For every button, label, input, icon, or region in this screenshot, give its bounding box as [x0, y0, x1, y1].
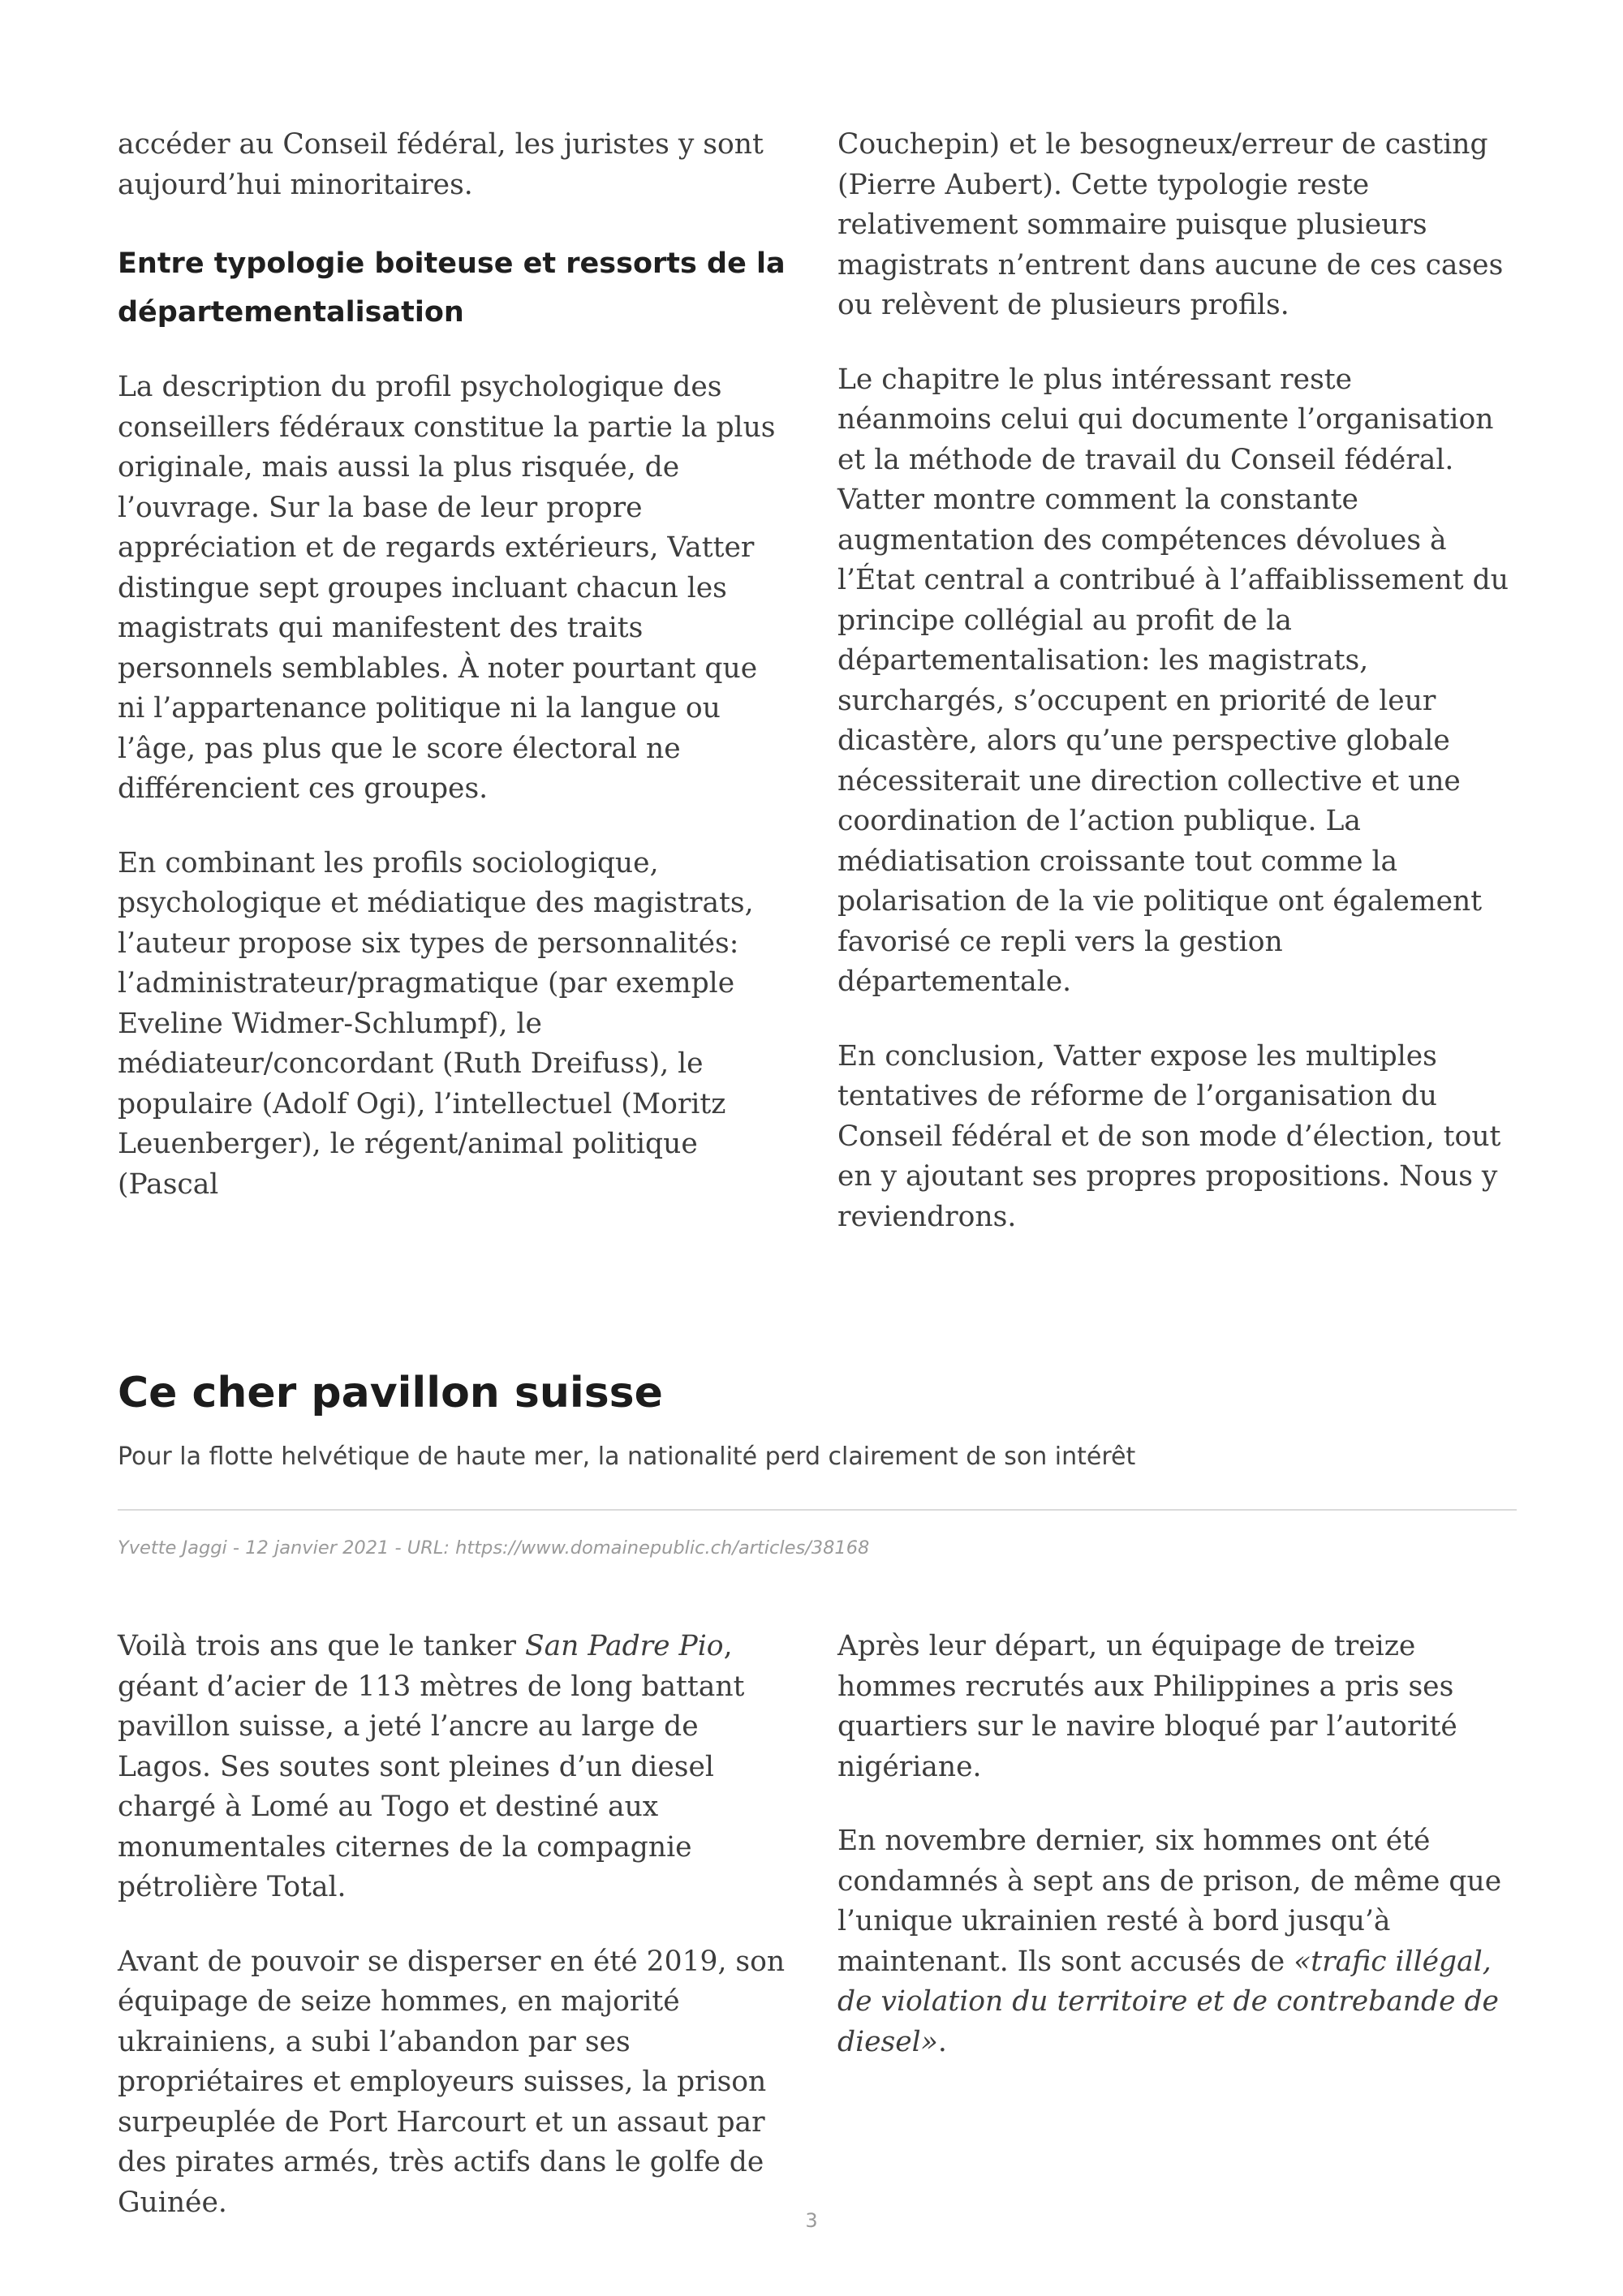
ship-name: San Padre Pio	[524, 1630, 724, 1662]
paragraph: Couchepin) et le besogneux/erreur de casting (Pierre Aubert). Cette typologie reste relativement sommaire puisque plusieurs magistrats n’entrent dans aucune de ces cases ou relèvent de plusieurs profils.	[837, 128, 1504, 321]
paragraph	[837, 1821, 1511, 2062]
article1-left-column	[118, 125, 791, 1205]
article-subtitle: Pour la flotte helvétique de haute mer, la nationalité perd clairement de son intérêt	[118, 1443, 1136, 1471]
divider	[118, 1509, 1517, 1511]
article-byline: Yvette Jaggi - 12 janvier 2021 - URL: https://www.domainepublic.ch/articles/38168	[118, 1537, 870, 1559]
paragraph: En combinant les profils sociologique, psychologique et médiatique des magistrats, l’auteur propose six types de personnalités: l’administrateur/pragmatique (par exemple Eveline Widmer-Schlumpf), le médiateur/concordant (Ruth Dreifuss), le populaire (Adolf Ogi), l’intellectuel (Moritz Leuenberger), le régent/animal politique (Pascal	[118, 846, 754, 1201]
paragraph: La description du profil psychologique des conseillers fédéraux constitue la partie la plus originale, mais aussi la plus risquée, de l’ouvrage. Sur la base de leur propre appréciation et de regards extérieurs, Vatter distingue sept groupes incluant chacun les magistrats qui manifestent des traits personnels semblables. À noter pourtant que ni l’appartenance politique ni la langue ou l’âge, pas plus que le score électoral ne différencient ces groupes.	[118, 371, 776, 805]
article-title: Ce cher pavillon suisse	[118, 1369, 663, 1417]
article2-left-column	[118, 1627, 791, 2223]
text-run: Voilà trois ans que le tanker	[118, 1630, 525, 1662]
paragraph: Avant de pouvoir se disperser en été 2019, son équipage de seize hommes, en majorité ukrainiens, a subi l’abandon par ses propriétaires et employeurs suisses, la prison surpeuplée de Port Harcourt et un assaut par des pirates armés, très actifs dans le golfe de Guinée.	[118, 1945, 786, 2219]
paragraph: accéder au Conseil fédéral, les juristes y sont aujourd’hui minoritaires.	[118, 128, 764, 201]
section-subheading: Entre typologie boiteuse et ressorts de la départementalisation	[118, 247, 786, 329]
paragraph: Le chapitre le plus intéressant reste néanmoins celui qui documente l’organisation et la méthode de travail du Conseil fédéral. Vatter montre comment la constante augmentation des compétences dévolues à l’État central a contribué à l’affaiblissement du principe collégial au profit de la départementalisation: les magistrats, surchargés, s’occupent en priorité de leur dicastère, alors qu’une perspective globale nécessiterait une direction collective et une coordination de l’action publique. La médiatisation croissante tout comme la polarisation de la vie politique ont également favorisé ce repli vers la gestion départementale.	[837, 363, 1509, 998]
page-number: 3	[805, 2209, 818, 2232]
article2-right-column	[837, 1627, 1511, 2062]
text-run: .	[937, 2025, 947, 2058]
paragraph: En conclusion, Vatter expose les multiples tentatives de réforme de l’organisation du Conseil fédéral et de son mode d’élection, tout en y ajoutant ses propres propositions. Nous y reviendrons.	[837, 1039, 1501, 1233]
article1-right-column	[837, 125, 1511, 1237]
text-run: , géant d’acier de 113 mètres de long battant pavillon suisse, a jeté l’ancre au large de Lagos. Ses soutes sont pleines d’un diesel chargé à Lomé au Togo et destiné aux monumentales citernes de la compagnie pétrolière Total.	[118, 1630, 745, 1903]
quotation: «trafic illégal, de violation du territoire et de contrebande de diesel»	[837, 1945, 1499, 2058]
paragraph	[118, 1627, 791, 1908]
text-run: En novembre dernier, six hommes ont été condamnés à sept ans de prison, de même que l’unique ukrainien resté à bord jusqu’à maintenant. Ils sont accusés de	[837, 1825, 1502, 1978]
paragraph: Après leur départ, un équipage de treize hommes recrutés aux Philippines a pris ses quartiers sur le navire bloqué par l’autorité nigériane.	[837, 1630, 1457, 1783]
